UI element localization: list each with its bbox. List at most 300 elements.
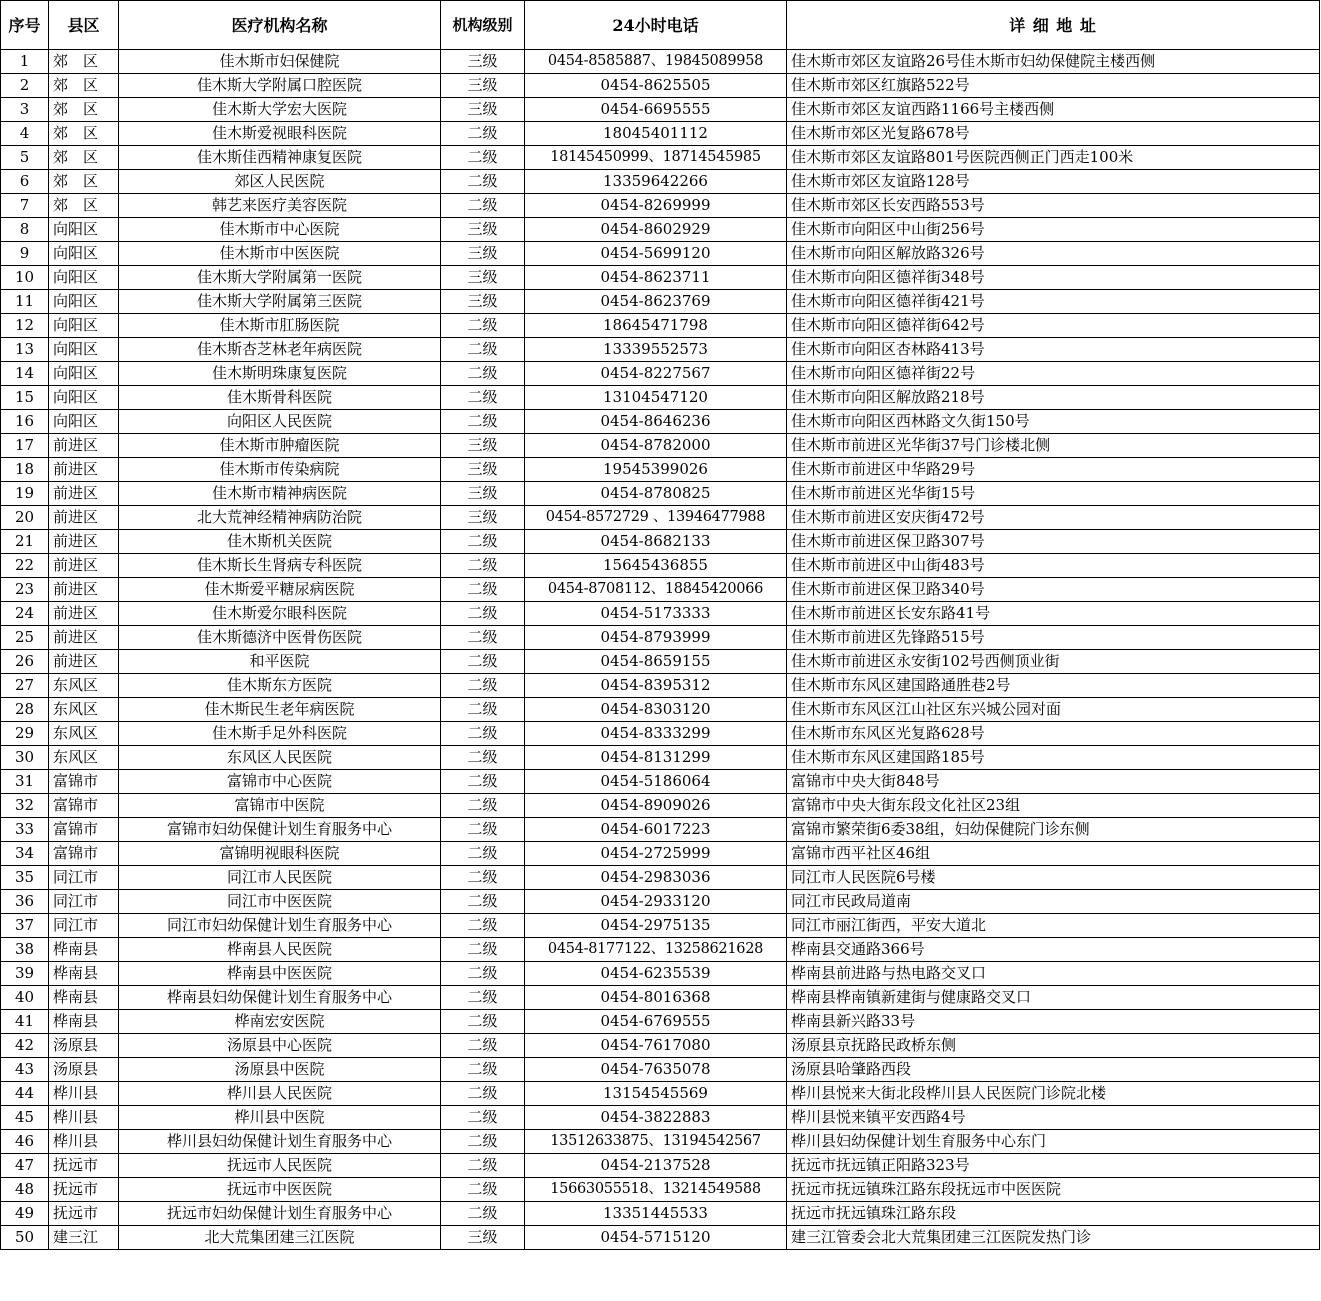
- cell-level: 三级: [441, 266, 525, 290]
- cell-level: 二级: [441, 986, 525, 1010]
- cell-level: 二级: [441, 1034, 525, 1058]
- cell-phone: 15645436855: [525, 554, 787, 578]
- cell-seq: 44: [1, 1082, 49, 1106]
- cell-district: 同江市: [49, 866, 119, 890]
- cell-district: 富锦市: [49, 818, 119, 842]
- cell-institution-name: 富锦市中医院: [119, 794, 441, 818]
- cell-level: 二级: [441, 746, 525, 770]
- cell-institution-name: 佳木斯大学附属口腔医院: [119, 74, 441, 98]
- cell-address: 佳木斯市前进区长安东路41号: [787, 602, 1320, 626]
- cell-seq: 46: [1, 1130, 49, 1154]
- cell-address: 佳木斯市前进区安庆街472号: [787, 506, 1320, 530]
- cell-level: 二级: [441, 1154, 525, 1178]
- table-row: [1, 818, 1320, 842]
- cell-district: 郊 区: [49, 170, 119, 194]
- cell-level: 二级: [441, 338, 525, 362]
- cell-level: 二级: [441, 698, 525, 722]
- cell-seq: 29: [1, 722, 49, 746]
- table-row: [1, 1130, 1320, 1154]
- cell-address: 建三江管委会北大荒集团建三江医院发热门诊: [787, 1226, 1320, 1250]
- table-row: [1, 602, 1320, 626]
- cell-phone: 0454-2137528: [525, 1154, 787, 1178]
- cell-phone: 13512633875、13194542567: [525, 1130, 787, 1154]
- cell-level: 二级: [441, 170, 525, 194]
- table-row: [1, 770, 1320, 794]
- cell-seq: 11: [1, 290, 49, 314]
- table-row: [1, 578, 1320, 602]
- table-row: [1, 314, 1320, 338]
- cell-phone: 0454-8780825: [525, 482, 787, 506]
- header-address: 详 细 地 址: [787, 1, 1320, 50]
- cell-phone: 15663055518、13214549588: [525, 1178, 787, 1202]
- cell-level: 二级: [441, 1010, 525, 1034]
- cell-level: 二级: [441, 890, 525, 914]
- cell-institution-name: 佳木斯杏芝林老年病医院: [119, 338, 441, 362]
- cell-seq: 12: [1, 314, 49, 338]
- table-row: [1, 386, 1320, 410]
- cell-institution-name: 佳木斯市精神病医院: [119, 482, 441, 506]
- cell-phone: 0454-7635078: [525, 1058, 787, 1082]
- cell-level: 二级: [441, 578, 525, 602]
- cell-district: 富锦市: [49, 770, 119, 794]
- cell-level: 二级: [441, 1058, 525, 1082]
- table-row: [1, 626, 1320, 650]
- table-row: [1, 218, 1320, 242]
- cell-seq: 21: [1, 530, 49, 554]
- table-row: [1, 74, 1320, 98]
- cell-address: 佳木斯市东风区建国路通胜巷2号: [787, 674, 1320, 698]
- cell-seq: 18: [1, 458, 49, 482]
- cell-address: 富锦市西平社区46组: [787, 842, 1320, 866]
- cell-seq: 24: [1, 602, 49, 626]
- cell-district: 前进区: [49, 602, 119, 626]
- cell-address: 桦南县前进路与热电路交叉口: [787, 962, 1320, 986]
- cell-seq: 15: [1, 386, 49, 410]
- cell-phone: 0454-8585887、19845089958: [525, 50, 787, 74]
- cell-level: 二级: [441, 146, 525, 170]
- cell-level: 二级: [441, 650, 525, 674]
- cell-address: 佳木斯市郊区红旗路522号: [787, 74, 1320, 98]
- header-seq: 序号: [1, 1, 49, 50]
- cell-level: 三级: [441, 74, 525, 98]
- cell-seq: 9: [1, 242, 49, 266]
- table-row: [1, 1082, 1320, 1106]
- cell-phone: 0454-8602929: [525, 218, 787, 242]
- table-row: [1, 362, 1320, 386]
- cell-address: 佳木斯市向阳区杏林路413号: [787, 338, 1320, 362]
- cell-district: 向阳区: [49, 266, 119, 290]
- cell-institution-name: 汤原县中医院: [119, 1058, 441, 1082]
- cell-district: 桦南县: [49, 962, 119, 986]
- cell-address: 佳木斯市郊区友谊西路1166号主楼西侧: [787, 98, 1320, 122]
- cell-seq: 26: [1, 650, 49, 674]
- table-row: [1, 1226, 1320, 1250]
- cell-address: 佳木斯市东风区光复路628号: [787, 722, 1320, 746]
- cell-phone: 0454-5173333: [525, 602, 787, 626]
- table-row: [1, 530, 1320, 554]
- table-row: [1, 1058, 1320, 1082]
- cell-seq: 16: [1, 410, 49, 434]
- cell-seq: 31: [1, 770, 49, 794]
- cell-address: 桦川县悦来大街北段桦川县人民医院门诊院北楼: [787, 1082, 1320, 1106]
- table-row: [1, 914, 1320, 938]
- cell-phone: 0454-2983036: [525, 866, 787, 890]
- cell-phone: 18045401112: [525, 122, 787, 146]
- cell-institution-name: 桦川县人民医院: [119, 1082, 441, 1106]
- cell-level: 二级: [441, 674, 525, 698]
- cell-district: 向阳区: [49, 242, 119, 266]
- cell-phone: 0454-8395312: [525, 674, 787, 698]
- cell-seq: 30: [1, 746, 49, 770]
- header-phone: 24小时电话: [525, 1, 787, 50]
- cell-address: 抚远市抚远镇正阳路323号: [787, 1154, 1320, 1178]
- cell-institution-name: 桦南县妇幼保健计划生育服务中心: [119, 986, 441, 1010]
- cell-seq: 39: [1, 962, 49, 986]
- table-row: [1, 866, 1320, 890]
- cell-phone: 18645471798: [525, 314, 787, 338]
- cell-address: 桦川县悦来镇平安西路4号: [787, 1106, 1320, 1130]
- cell-district: 郊 区: [49, 50, 119, 74]
- cell-institution-name: 佳木斯爱视眼科医院: [119, 122, 441, 146]
- cell-district: 富锦市: [49, 794, 119, 818]
- cell-district: 桦川县: [49, 1106, 119, 1130]
- cell-seq: 45: [1, 1106, 49, 1130]
- cell-phone: 0454-5699120: [525, 242, 787, 266]
- table-row: [1, 122, 1320, 146]
- cell-institution-name: 韩艺来医疗美容医院: [119, 194, 441, 218]
- cell-district: 前进区: [49, 578, 119, 602]
- table-row: [1, 50, 1320, 74]
- cell-institution-name: 富锦市中心医院: [119, 770, 441, 794]
- cell-address: 桦南县新兴路33号: [787, 1010, 1320, 1034]
- cell-district: 抚远市: [49, 1178, 119, 1202]
- cell-phone: 13104547120: [525, 386, 787, 410]
- cell-phone: 0454-3822883: [525, 1106, 787, 1130]
- cell-institution-name: 同江市人民医院: [119, 866, 441, 890]
- cell-district: 郊 区: [49, 194, 119, 218]
- cell-level: 二级: [441, 842, 525, 866]
- cell-address: 富锦市繁荣街6委38组，妇幼保健院门诊东侧: [787, 818, 1320, 842]
- cell-seq: 48: [1, 1178, 49, 1202]
- cell-district: 汤原县: [49, 1034, 119, 1058]
- table-row: [1, 1154, 1320, 1178]
- cell-institution-name: 抚远市人民医院: [119, 1154, 441, 1178]
- cell-address: 同江市民政局道南: [787, 890, 1320, 914]
- cell-institution-name: 佳木斯爱平糖尿病医院: [119, 578, 441, 602]
- cell-level: 三级: [441, 218, 525, 242]
- table-row: [1, 1106, 1320, 1130]
- cell-address: 佳木斯市郊区友谊路26号佳木斯市妇幼保健院主楼西侧: [787, 50, 1320, 74]
- cell-seq: 42: [1, 1034, 49, 1058]
- cell-level: 二级: [441, 1202, 525, 1226]
- cell-seq: 23: [1, 578, 49, 602]
- cell-level: 二级: [441, 602, 525, 626]
- cell-phone: 19545399026: [525, 458, 787, 482]
- cell-district: 前进区: [49, 434, 119, 458]
- table-row: [1, 674, 1320, 698]
- cell-level: 二级: [441, 530, 525, 554]
- table-row: [1, 458, 1320, 482]
- cell-address: 富锦市中央大街848号: [787, 770, 1320, 794]
- cell-address: 佳木斯市前进区光华街15号: [787, 482, 1320, 506]
- cell-address: 抚远市抚远镇珠江路东段抚远市中医医院: [787, 1178, 1320, 1202]
- cell-level: 二级: [441, 362, 525, 386]
- cell-district: 郊 区: [49, 98, 119, 122]
- cell-phone: 0454-2725999: [525, 842, 787, 866]
- table-row: [1, 1034, 1320, 1058]
- cell-address: 佳木斯市向阳区德祥街421号: [787, 290, 1320, 314]
- table-row: [1, 650, 1320, 674]
- cell-phone: 13351445533: [525, 1202, 787, 1226]
- cell-level: 二级: [441, 866, 525, 890]
- table-row: [1, 554, 1320, 578]
- cell-address: 佳木斯市向阳区德祥街642号: [787, 314, 1320, 338]
- cell-seq: 49: [1, 1202, 49, 1226]
- cell-phone: 0454-2933120: [525, 890, 787, 914]
- cell-phone: 0454-5715120: [525, 1226, 787, 1250]
- cell-seq: 32: [1, 794, 49, 818]
- cell-district: 同江市: [49, 914, 119, 938]
- cell-institution-name: 佳木斯骨科医院: [119, 386, 441, 410]
- table-row: [1, 1010, 1320, 1034]
- cell-institution-name: 桦南县中医医院: [119, 962, 441, 986]
- cell-institution-name: 抚远市中医医院: [119, 1178, 441, 1202]
- table-row: [1, 794, 1320, 818]
- cell-level: 三级: [441, 482, 525, 506]
- cell-address: 富锦市中央大街东段文化社区23组: [787, 794, 1320, 818]
- cell-seq: 36: [1, 890, 49, 914]
- cell-phone: 0454-8303120: [525, 698, 787, 722]
- cell-seq: 4: [1, 122, 49, 146]
- cell-address: 佳木斯市东风区建国路185号: [787, 746, 1320, 770]
- cell-institution-name: 佳木斯市中心医院: [119, 218, 441, 242]
- table-row: [1, 266, 1320, 290]
- cell-address: 佳木斯市前进区光华街37号门诊楼北侧: [787, 434, 1320, 458]
- cell-institution-name: 桦南县人民医院: [119, 938, 441, 962]
- cell-institution-name: 汤原县中心医院: [119, 1034, 441, 1058]
- cell-phone: 0454-6695555: [525, 98, 787, 122]
- table-row: [1, 410, 1320, 434]
- table-body: [1, 50, 1320, 1250]
- cell-institution-name: 同江市妇幼保健计划生育服务中心: [119, 914, 441, 938]
- cell-seq: 17: [1, 434, 49, 458]
- cell-seq: 47: [1, 1154, 49, 1178]
- cell-seq: 10: [1, 266, 49, 290]
- cell-address: 佳木斯市前进区永安街102号西侧顶业街: [787, 650, 1320, 674]
- table-row: [1, 890, 1320, 914]
- cell-address: 汤原县京抚路民政桥东侧: [787, 1034, 1320, 1058]
- header-level: 机构级别: [441, 1, 525, 50]
- cell-district: 郊 区: [49, 146, 119, 170]
- cell-institution-name: 佳木斯佳西精神康复医院: [119, 146, 441, 170]
- cell-level: 二级: [441, 1130, 525, 1154]
- cell-level: 三级: [441, 506, 525, 530]
- cell-district: 建三江: [49, 1226, 119, 1250]
- cell-phone: 0454-8646236: [525, 410, 787, 434]
- cell-district: 前进区: [49, 482, 119, 506]
- cell-institution-name: 佳木斯市中医医院: [119, 242, 441, 266]
- cell-phone: 0454-8227567: [525, 362, 787, 386]
- cell-address: 佳木斯市前进区中华路29号: [787, 458, 1320, 482]
- cell-institution-name: 佳木斯市肛肠医院: [119, 314, 441, 338]
- cell-address: 佳木斯市前进区中山街483号: [787, 554, 1320, 578]
- cell-address: 佳木斯市向阳区中山街256号: [787, 218, 1320, 242]
- cell-address: 佳木斯市东风区江山社区东兴城公园对面: [787, 698, 1320, 722]
- cell-institution-name: 佳木斯市肿瘤医院: [119, 434, 441, 458]
- cell-district: 郊 区: [49, 122, 119, 146]
- cell-level: 三级: [441, 1226, 525, 1250]
- cell-address: 汤原县哈肇路西段: [787, 1058, 1320, 1082]
- table-row: [1, 338, 1320, 362]
- cell-district: 向阳区: [49, 386, 119, 410]
- cell-phone: 18145450999、18714545985: [525, 146, 787, 170]
- header-district: 县区: [49, 1, 119, 50]
- cell-phone: 13154545569: [525, 1082, 787, 1106]
- cell-level: 二级: [441, 1178, 525, 1202]
- cell-district: 东风区: [49, 698, 119, 722]
- cell-level: 二级: [441, 794, 525, 818]
- cell-district: 东风区: [49, 674, 119, 698]
- cell-institution-name: 佳木斯德济中医骨伤医院: [119, 626, 441, 650]
- cell-address: 佳木斯市郊区友谊路801号医院西侧正门西走100米: [787, 146, 1320, 170]
- cell-phone: 0454-8782000: [525, 434, 787, 458]
- cell-level: 二级: [441, 1082, 525, 1106]
- cell-seq: 50: [1, 1226, 49, 1250]
- cell-address: 桦川县妇幼保健计划生育服务中心东门: [787, 1130, 1320, 1154]
- cell-institution-name: 佳木斯明珠康复医院: [119, 362, 441, 386]
- cell-phone: 0454-8269999: [525, 194, 787, 218]
- cell-address: 佳木斯市向阳区西林路文久街150号: [787, 410, 1320, 434]
- table-row: [1, 98, 1320, 122]
- cell-level: 三级: [441, 50, 525, 74]
- cell-level: 二级: [441, 626, 525, 650]
- table-header: [1, 1, 1320, 50]
- cell-phone: 0454-8708112、18845420066: [525, 578, 787, 602]
- cell-phone: 0454-8625505: [525, 74, 787, 98]
- cell-level: 二级: [441, 314, 525, 338]
- cell-institution-name: 北大荒神经精神病防治院: [119, 506, 441, 530]
- cell-seq: 41: [1, 1010, 49, 1034]
- table-row: [1, 506, 1320, 530]
- cell-address: 同江市人民医院6号楼: [787, 866, 1320, 890]
- cell-phone: 0454-5186064: [525, 770, 787, 794]
- cell-institution-name: 桦川县妇幼保健计划生育服务中心: [119, 1130, 441, 1154]
- cell-seq: 1: [1, 50, 49, 74]
- cell-seq: 34: [1, 842, 49, 866]
- cell-seq: 25: [1, 626, 49, 650]
- cell-district: 东风区: [49, 746, 119, 770]
- cell-level: 三级: [441, 290, 525, 314]
- cell-institution-name: 和平医院: [119, 650, 441, 674]
- cell-seq: 28: [1, 698, 49, 722]
- cell-address: 佳木斯市前进区先锋路515号: [787, 626, 1320, 650]
- cell-district: 同江市: [49, 890, 119, 914]
- cell-institution-name: 富锦明视眼科医院: [119, 842, 441, 866]
- cell-district: 桦南县: [49, 1010, 119, 1034]
- cell-institution-name: 佳木斯大学宏大医院: [119, 98, 441, 122]
- cell-institution-name: 富锦市妇幼保健计划生育服务中心: [119, 818, 441, 842]
- cell-phone: 0454-8659155: [525, 650, 787, 674]
- cell-phone: 0454-8793999: [525, 626, 787, 650]
- cell-district: 向阳区: [49, 362, 119, 386]
- table-row: [1, 290, 1320, 314]
- cell-level: 三级: [441, 98, 525, 122]
- cell-institution-name: 佳木斯长生肾病专科医院: [119, 554, 441, 578]
- cell-seq: 6: [1, 170, 49, 194]
- cell-institution-name: 佳木斯市妇保健院: [119, 50, 441, 74]
- table-row: [1, 962, 1320, 986]
- cell-district: 前进区: [49, 458, 119, 482]
- cell-phone: 0454-8623711: [525, 266, 787, 290]
- cell-phone: 0454-8909026: [525, 794, 787, 818]
- cell-institution-name: 佳木斯爱尔眼科医院: [119, 602, 441, 626]
- cell-district: 前进区: [49, 650, 119, 674]
- cell-seq: 19: [1, 482, 49, 506]
- cell-phone: 13339552573: [525, 338, 787, 362]
- cell-level: 三级: [441, 458, 525, 482]
- cell-institution-name: 向阳区人民医院: [119, 410, 441, 434]
- cell-phone: 0454-8572729 、13946477988: [525, 506, 787, 530]
- cell-seq: 20: [1, 506, 49, 530]
- cell-address: 同江市丽江街西，平安大道北: [787, 914, 1320, 938]
- table-row: [1, 1202, 1320, 1226]
- cell-level: 二级: [441, 386, 525, 410]
- cell-institution-name: 同江市中医医院: [119, 890, 441, 914]
- cell-seq: 13: [1, 338, 49, 362]
- cell-institution-name: 佳木斯民生老年病医院: [119, 698, 441, 722]
- table-row: [1, 146, 1320, 170]
- cell-district: 前进区: [49, 530, 119, 554]
- cell-district: 向阳区: [49, 410, 119, 434]
- cell-district: 汤原县: [49, 1058, 119, 1082]
- cell-district: 向阳区: [49, 314, 119, 338]
- cell-phone: 0454-6235539: [525, 962, 787, 986]
- cell-district: 桦川县: [49, 1130, 119, 1154]
- cell-level: 二级: [441, 770, 525, 794]
- cell-institution-name: 桦南宏安医院: [119, 1010, 441, 1034]
- cell-district: 向阳区: [49, 290, 119, 314]
- cell-phone: 0454-8333299: [525, 722, 787, 746]
- cell-district: 向阳区: [49, 218, 119, 242]
- table-row: [1, 482, 1320, 506]
- cell-district: 前进区: [49, 506, 119, 530]
- cell-institution-name: 北大荒集团建三江医院: [119, 1226, 441, 1250]
- cell-district: 桦南县: [49, 938, 119, 962]
- cell-seq: 14: [1, 362, 49, 386]
- cell-phone: 0454-8131299: [525, 746, 787, 770]
- cell-level: 二级: [441, 938, 525, 962]
- cell-institution-name: 佳木斯大学附属第一医院: [119, 266, 441, 290]
- cell-address: 佳木斯市郊区长安西路553号: [787, 194, 1320, 218]
- cell-phone: 0454-2975135: [525, 914, 787, 938]
- cell-seq: 8: [1, 218, 49, 242]
- cell-phone: 0454-8016368: [525, 986, 787, 1010]
- table-row: [1, 698, 1320, 722]
- cell-phone: 0454-8177122、13258621628: [525, 938, 787, 962]
- cell-institution-name: 桦川县中医院: [119, 1106, 441, 1130]
- cell-district: 抚远市: [49, 1154, 119, 1178]
- cell-seq: 3: [1, 98, 49, 122]
- cell-address: 桦南县交通路366号: [787, 938, 1320, 962]
- cell-level: 二级: [441, 962, 525, 986]
- table-row: [1, 434, 1320, 458]
- cell-level: 二级: [441, 122, 525, 146]
- cell-institution-name: 佳木斯机关医院: [119, 530, 441, 554]
- cell-phone: 0454-6017223: [525, 818, 787, 842]
- cell-seq: 22: [1, 554, 49, 578]
- cell-address: 桦南县桦南镇新建街与健康路交叉口: [787, 986, 1320, 1010]
- table-row: [1, 722, 1320, 746]
